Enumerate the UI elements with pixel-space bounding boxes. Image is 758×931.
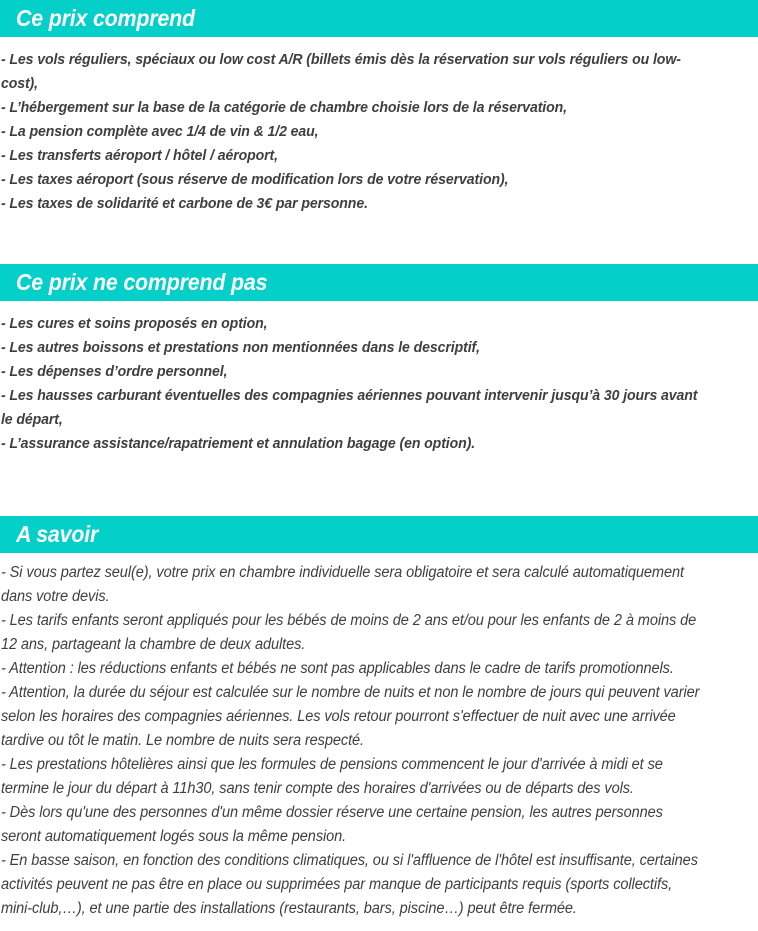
list-item: - Les cures et soins proposés en option,	[0, 315, 268, 332]
section-ce-prix-comprend	[0, 0, 758, 216]
section-title: A savoir	[16, 521, 99, 547]
section-gap	[0, 456, 758, 516]
list-item: - L’assurance assistance/rapatriement et annulation bagage (en option).	[0, 435, 476, 452]
list-item: - Dès lors qu'une des personnes d'un même dossier réserve une certaine pension, les autres personnes seront automatiquement logés sous la même pension.	[0, 804, 663, 845]
section-ce-prix-ne-comprend-pas	[0, 264, 758, 456]
section-body-ce-prix-ne-comprend-pas	[0, 301, 758, 456]
list-item: - Attention, la durée du séjour est calculée sur le nombre de nuits et non le nombre de jours qui peuvent varier selon les horaires des compagnies aériennes. Les vols retour pourront s'effectuer de nuit avec une arrivée tardive ou tôt le matin. Le nombre de nuits sera respecté.	[0, 684, 700, 749]
page-bottom-pad	[0, 921, 758, 931]
list-item: - Les vols réguliers, spéciaux ou low cost A/R (billets émis dès la réservation sur vols réguliers ou low-cost),	[0, 51, 681, 92]
list-item: - Les hausses carburant éventuelles des compagnies aériennes pouvant intervenir jusqu’à 30 jours avant le départ,	[0, 387, 698, 428]
section-body-a-savoir	[0, 553, 758, 921]
section-a-savoir	[0, 516, 758, 921]
list-item: - Les tarifs enfants seront appliqués pour les bébés de moins de 2 ans et/ou pour les enfants de 2 à moins de 12 ans, partageant la chambre de deux adultes.	[0, 612, 697, 653]
list-item: - Les transferts aéroport / hôtel / aéroport,	[0, 147, 278, 164]
list-item: - Si vous partez seul(e), votre prix en chambre individuelle sera obligatoire et sera calculé automatiquement dans votre devis.	[0, 564, 684, 605]
list-item: - La pension complète avec 1/4 de vin & 1/2 eau,	[0, 123, 319, 140]
section-title: Ce prix comprend	[16, 5, 195, 31]
list-item: - En basse saison, en fonction des conditions climatiques, ou si l'affluence de l'hôtel est insuffisante, certaines activités peuvent ne pas être en place ou supprimées par manque de participants requis (sports collectifs, mini-club,…), et une partie des installations (restaurants, bars, piscine…) peut être fermée.	[0, 852, 698, 917]
list-item: - Les dépenses d’ordre personnel,	[0, 363, 228, 380]
list-item: - Attention : les réductions enfants et bébés ne sont pas applicables dans le cadre de tarifs promotionnels.	[0, 660, 674, 677]
section-gap	[0, 216, 758, 264]
section-header-ce-prix-ne-comprend-pas	[0, 264, 758, 301]
section-body-ce-prix-comprend	[0, 37, 758, 216]
section-header-a-savoir	[0, 516, 758, 553]
list-item: - Les taxes de solidarité et carbone de 3€ par personne.	[0, 195, 368, 212]
list-item: - Les taxes aéroport (sous réserve de modification lors de votre réservation),	[0, 171, 509, 188]
section-header-ce-prix-comprend	[0, 0, 758, 37]
list-item: - L’hébergement sur la base de la catégorie de chambre choisie lors de la réservation,	[0, 99, 567, 116]
section-title: Ce prix ne comprend pas	[16, 269, 268, 295]
list-item: - Les prestations hôtelières ainsi que les formules de pensions commencent le jour d'arrivée à midi et se termine le jour du départ à 11h30, sans tenir compte des horaires d'arrivées ou de départs des vols.	[0, 756, 663, 797]
list-item: - Les autres boissons et prestations non mentionnées dans le descriptif,	[0, 339, 480, 356]
